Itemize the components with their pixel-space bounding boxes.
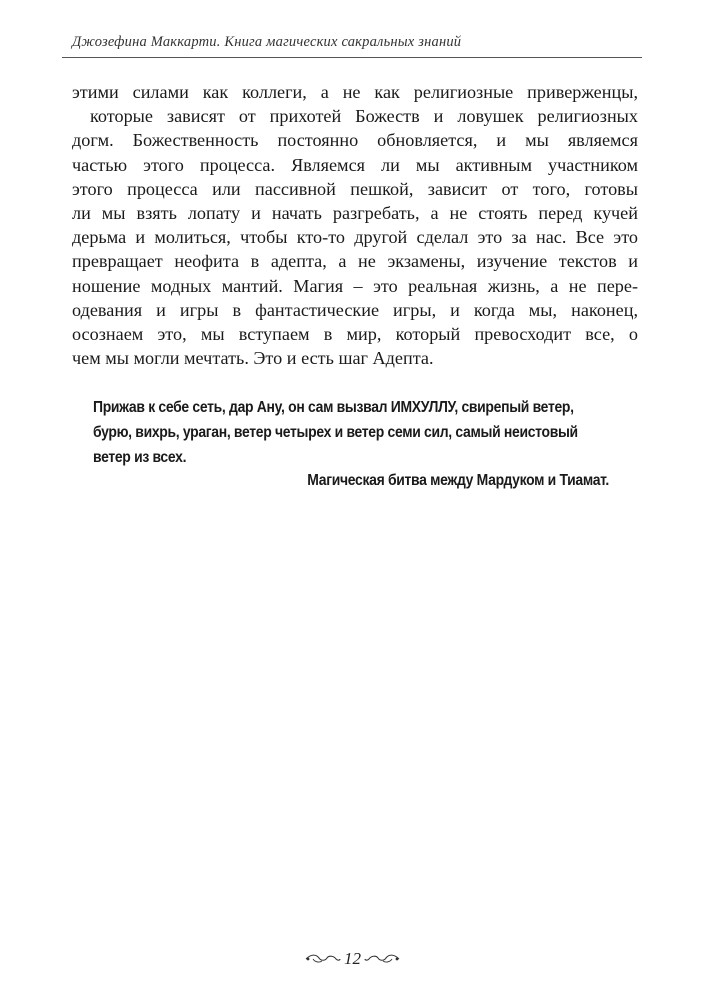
epigraph-line: бурю, вихрь, ураган, ветер четырех и ветер семи сил, самый неистовый — [93, 424, 578, 441]
page-footer — [0, 944, 705, 974]
body-line: ли мы взять лопату и начать разгребать, а не стоять перед кучей — [72, 202, 638, 223]
epigraph-line: ветер из всех. — [93, 449, 187, 466]
flourish-left-icon — [305, 953, 341, 965]
body-line: которые зависят от прихотей Божеств и ловушек религиозных — [90, 106, 638, 127]
flourish-right-icon — [364, 953, 400, 965]
running-title: Джозефина Маккарти. Книга магических сакральных знаний — [72, 34, 462, 50]
epigraph-source: Магическая битва между Мардуком и Тиамат. — [307, 472, 609, 489]
body-line: чем мы могли мечтать. Это и есть шаг Адепта. — [72, 348, 434, 369]
body-line: частью этого процесса. Являемся ли мы активным участником — [72, 154, 638, 175]
epigraph-line: Прижав к себе сеть, дар Ану, он сам вызвал ИМХУЛЛУ, свирепый ветер, — [93, 399, 574, 416]
header-rule — [62, 57, 642, 58]
body-line: догм. Божественность постоянно обновляется, и мы являемся — [72, 130, 638, 151]
body-line: этими силами как коллеги, а не как религиозные приверженцы, — [72, 82, 638, 102]
body-line: превращает неофита в адепта, а не экзамены, изучение текстов и — [72, 251, 638, 272]
body-line: дерьма и молиться, чтобы кто-то другой сделал это за нас. Все это — [72, 227, 638, 248]
body-line: этого процесса или пассивной пешкой, зависит от того, готовы — [72, 178, 638, 199]
page-number: 12 — [344, 949, 361, 968]
body-line: одевания и игры в фантастические игры, и когда мы, наконец, — [72, 299, 638, 320]
body-paragraph — [72, 80, 638, 370]
epigraph-quote — [93, 395, 578, 470]
body-line: осознаем это, мы вступаем в мир, который превосходит все, о — [72, 323, 638, 344]
body-line: ношение модных мантий. Магия – это реальная жизнь, а не пере- — [72, 275, 638, 296]
